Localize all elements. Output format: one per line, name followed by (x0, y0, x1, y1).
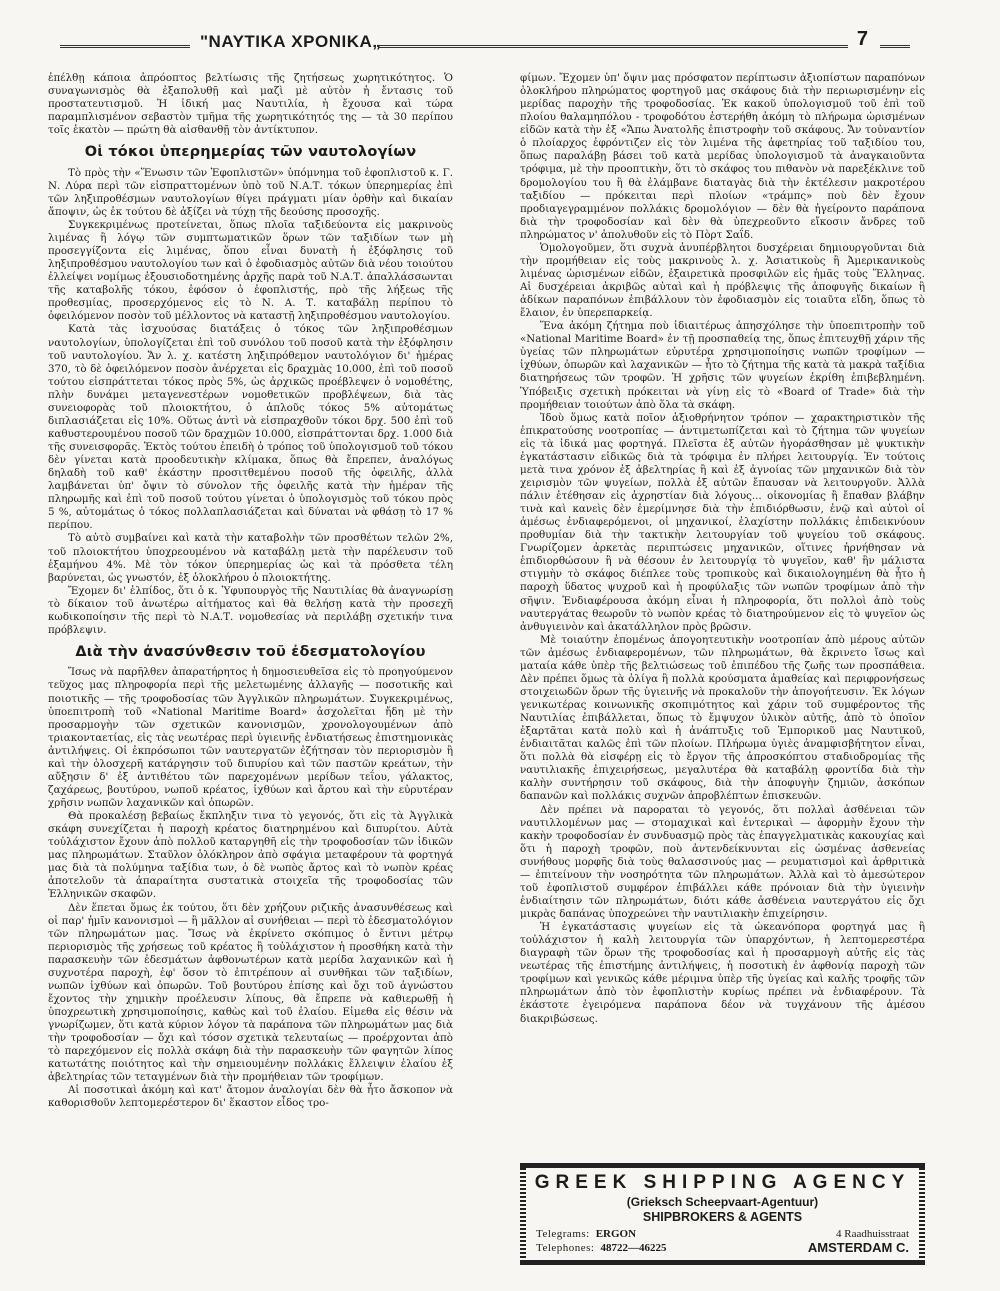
right-column (520, 72, 925, 1157)
paragraph: Τὸ αὐτὸ συμβαίνει καὶ κατὰ τὴν καταβολὴν τῶν προσθέτων τελῶν 2%, τοῦ πλοιοκτήτου ὑποχρεουμένου νὰ καταβάλῃ μετὰ τὴν παρέλευσιν τοῦ ἑξαμήνου 4%. Μὲ τὸν τόκον ὑπερημερίας ὡς καὶ τὰ πρόσθετα τέλη βαρύνεται, ὡς γνωστόν, ἐξ ὁλοκλήρου ὁ πλοιοκτήτης. (48, 532, 453, 584)
paragraph: Αἱ ποσοτικαὶ ἀκόμη καὶ κατ' ἄτομον ἀναλογίαι δὲν θὰ ἦτο ἄσκοπον νὰ καθορισθοῦν λεπτομερέστερον δι' ἕκαστον εἶδος τρο- (48, 1084, 453, 1110)
shipping-agency-advertisement (520, 1163, 925, 1265)
agency-address: 4 Raadhuisstraat (835, 1228, 909, 1240)
paragraph: φίμων. Ἔχομεν ὑπ' ὄψιν μας πρόσφατον περίπτωσιν ἀξιοπίστων παραπόνων ὁλοκλήρου πληρώματος φορτηγοῦ μας σκάφους διὰ τὴν περιωρισμένην εἰς μερίδας παροχὴν τῆς τροφοδοσίας. Ἐκ κακοῦ ὑπολογισμοῦ τοῦ ἐπὶ τοῦ πλοίου θαλαμηπόλου - τροφοδότου ἐστερήθη ἀκόμη τὸ πλήρωμα ὡρισμένων εἰδῶν κατὰ τὴν ἐξ «Ἄπω Ἀνατολῆς ἐπιστροφὴν τοῦ σκάφους. Ἄν τοὐναντίον ὁ πλοίαρχος ἐφρόντιζεν εἰς τὸν λιμένα τῆς ἀφετηρίας τοῦ ταξιδίου του, ὅπως παραλάβῃ βάσει τοῦ κατὰ μερίδας ὑπολογισμοῦ τὰ ἀναγκαιοῦντα τρόφιμα, μὲ τὴν προοπτικὴν, ὅτι τὸ σκάφος του πιθανὸν νὰ παρεξέκλινε τοῦ δρομολογίου του ἢ θὰ ἐλάμβανε διαταγὰς διὰ τὴν ἐκτέλεσιν μακροτέρου ταξιδίου — πρόκειται περὶ πλοίων «τράμπς» ποὺ δὲν ἔχουν προδιαγεγραμμένον πολλάκις δρομολόγιον — δὲν θὰ ἠγείροντο παράπονα διὰ τὴν τροφοδοσίαν καὶ δὲν θὰ ὑπεχρεοῦντο εἴκοσιν ἄνδρες τοῦ πληρώματος ν' ἀπολυθοῦν εἰς τὸ Πὸρτ Σαΐδ. (520, 72, 925, 241)
paragraph: Ἕνα ἀκόμη ζήτημα ποὺ ἰδιαιτέρως ἀπησχόλησε τὴν ὑποεπιτροπὴν τοῦ «National Maritime Board» ἐν τῇ προσπαθείᾳ της, ὅπως ἐπιτευχθῇ χάριν τῆς ὑγείας τῶν πληρωμάτων εὐρυτέρα χρησιμοποίησις νωπῶν τροφίμων — ἰχθύων, ὀπωρῶν καὶ λαχανικῶν — ἦτο τὸ ζήτημα τῆς κατὰ τὰ μακρὰ ταξίδια διατηρήσεως τῶν τροφῶν. Ἡ χρῆσις τῶν ψυγείων ἐκρίθη ἐπιβεβλημένη. Ὑπόβειξις σχετικὴ πρόκειται νὰ γίνῃ εἰς τὸ «Board of Trade» διὰ τὴν προμήθειαν τοιούτων ἀπὸ ὅλα τὰ σκάφη. (520, 320, 925, 411)
telephones-line (536, 1242, 667, 1254)
paragraph: Θὰ προκαλέσῃ βεβαίως ἔκπληξιν τινα τὸ γεγονός, ὅτι εἰς τὰ Ἀγγλικὰ σκάφη συνεχίζεται ἡ παροχὴ κρέατος διατηρημένου καὶ διπυρίτου. Αὐτὰ τοὐλάχιστον ἔχουν ἀπὸ πολλοῦ καταργηθῆ εἰς τὴν τροφοδοσίαν τῶν ἰδικῶν μας πληρωμάτων. Σταῦλον ὁλόκληρον ἀπὸ σφάγια μεταφέρουν τὰ φορτηγά μας διὰ τὰ πολύμηνα ταξίδια των, ὁ δὲ νωπὸς ἄρτος καὶ τὸ νωπὸν κρέας ἀποτελοῦν τὰ ἀπαραίτητα συστατικὰ στοιχεῖα τῆς τροφοδοσίας τῶν Ἑλληνικῶν σκαφῶν. (48, 810, 453, 901)
intro-paragraph: ἐπέλθῃ κάποια ἀπρόοπτος βελτίωσις τῆς ζητήσεως χωρητικότητος. Ὁ συναγωνισμὸς θὰ ἐξαπολυθῇ καὶ μαζὶ μὲ αὐτὸν ἡ ἔντασις τοῦ προστατευτισμοῦ. Ἡ ἰδική μας Ναυτιλία, ἡ ἔχουσα καὶ τώρα παραμπλισμένον σεβαστὸν τμῆμα τῆς χωρητικότητός της — τὰ 30 περίπου τοῖς ἑκατὸν — πρώτη θὰ αἰσθανθῇ τὸν ἀντίκτυπον. (48, 72, 453, 137)
magazine-title: "ΝΑΥΤΙΚΑ ΧΡΟΝΙΚΑ„ (200, 32, 382, 51)
agency-city: AMSTERDAM C. (807, 1240, 909, 1255)
telegrams-label: Telegrams: (536, 1228, 590, 1240)
left-column (48, 72, 453, 1262)
telegrams-line (536, 1228, 636, 1240)
telegrams-value: ERGON (595, 1228, 637, 1240)
section-heading-menu: Διὰ τὴν ἀνασύνθεσιν τοῦ ἐδεσματολογίου (75, 643, 426, 660)
agency-subtitle: (Grieksch Scheepvaart-Agentuur) (626, 1195, 819, 1209)
paragraph: Τὸ πρὸς τὴν «Ἕνωσιν τῶν Ἐφοπλιστῶν» ὑπόμνημα τοῦ ἐφοπλιστοῦ κ. Γ. Ν. Λύρα περὶ τῶν εἰσπραττομένων ὑπὸ τοῦ Ν.Α.Τ. τόκων ὑπερημερίας ἐπὶ τῶν ληξιπροθέσμων ναυτολογίων θίγει πράγματι μίαν ὀρθὴν καὶ δικαίαν ἄποψιν, ὡς ἐκ τούτου δὲ ἀξίζει νὰ τύχῃ τῆς δεούσης προσοχῆς. (48, 166, 453, 218)
agency-role: SHIPBROKERS & AGENTS (642, 1210, 803, 1224)
paragraph: Συγκεκριμένως προτείνεται, ὅπως πλοῖα ταξιδεύοντα εἰς μακρινοὺς λιμένας ἢ λόγῳ τῶν συμπτωματικῶν ὅρων τῶν ταξιδίων των μὴ προσεγγίζοντα εἰς λιμένας, ὅπου εἶναι δυνατὴ ἡ ἐξόφλησις τοῦ ληξιπροθέσμου ναυτολογίου των καὶ ὁ ἐφοδιασμὸς αὐτῶν διὰ νέου τοιούτου ἐλλείψει νομίμως ἐξουσιοδοτημένης ἀρχῆς παρὰ τοῦ Ν.Α.Τ. ἀπαλλάσσωνται τῆς καταβολῆς τόκου, ἐφόσον ὁ ἐφοπλιστής, πρὸ τῆς λήξεως τῆς προθεσμίας, προσερχόμενος εἰς τὸ Ν. Α. Τ. καταβάλῃ περίπου τὸ ὀφειλόμενον ποσὸν τοῦ μέλλοντος νὰ καταστῇ ληξιπροθέσμου ναυτολογίου. (48, 218, 453, 323)
paragraph: Ἡ ἐγκατάστασις ψυγείων εἰς τὰ ὠκεανόπορα φορτηγά μας ἢ τοὐλάχιστον ἡ καλὴ λειτουργία τῶν ὑπαρχόντων, ἡ λεπτομερεστέρα διαγραφὴ τῶν ὅρων τῆς τροφοδοσίας καὶ ἡ προσαρμογὴ αὐτῆς εἰς τὰς νεωτέρας τῆς ἐπιστήμης ἀντιλήψεις, ἡ ποσοτικὴ ἐν ἀφθονίᾳ παροχὴ τῶν τροφίμων καὶ γενικῶς κάθε μέριμνα ὑπὲρ τῆς ὑγείας καὶ καλῆς τροφῆς τῶν πληρωμάτων ἀπὸ τὸν ἐφοπλιστὴν κυρίως πρέπει νὰ ἐνδιαφέρουν. Τὰ ἑκάστοτε ἐγειρόμενα παράπονα δέον νὰ τυγχάνουν τῆς ἀμέσου διακριβώσεως. (520, 921, 925, 1025)
agency-name: GREEK SHIPPING AGENCY (534, 1172, 911, 1193)
paragraph: Ὁμολογοῦμεν, ὅτι συχνὰ ἀνυπέρβλητοι δυσχέρειαι δημιουργοῦνται διὰ τὴν προμήθειαν εἰς τοὺς μακρινοὺς λ. χ. Ἀσιατικοὺς ἢ Ἀμερικανικοὺς λιμένας ὡρισμένων εἰδῶν, ἐξαιρετικὰ προσφιλῶν εἰς ἡμᾶς τοὺς Ἕλληνας. Αἱ δυσχέρειαι ἀκριβῶς αὐταὶ καὶ ἡ πρόβλεψις τῆς ἀποφυγῆς δικαίων ἢ ἀδίκων παραπόνων ἐπιβάλλουν τὸν ἐφοδιασμὸν εἰς τοιαῦτα εἴδη, ὅπως τὸ ἔλαιον, ἐν ὑπερεπαρκείᾳ. (520, 241, 925, 320)
header-rule-left (60, 45, 190, 48)
paragraph: Ἴσως νὰ παρῆλθεν ἀπαρατήρητος ἡ δημοσιευθεῖσα εἰς τὸ προηγούμενον τεῦχος μας πληροφορία περὶ τῆς μελετωμένης ἀλλαγῆς — ποσοτικῆς καὶ ποιοτικῆς — τῆς τροφοδοσίας τῶν Ἀγγλικῶν πληρωμάτων. Συγκεκριμένως, ὑποεπιτροπὴ τοῦ «National Maritime Board» ἀσχολεῖται ἤδη μὲ τὴν προσαρμογὴν τῶν σχετικῶν κανονισμῶν, χρονολογουμένων ἀπὸ τριακονταετίας, εἰς τὰς νεωτέρας περὶ ὑγιεινῆς ἐνδιατήσεως ἐπιστημονικὰς ἀντιλήψεις. Οἱ ἐκπρόσωποι τῶν ναυτεργατῶν ἐζήτησαν τὸν περιορισμὸν ἢ καὶ τὴν ὁλοσχερῆ κατάργησιν τοῦ διπυρίου καὶ τῶν παστῶν κρεάτων, τὴν αὔξησιν δ' ἐξ ἀντιθέτου τῶν παρεχομένων μερίδων τεΐου, γάλακτος, ζαχάρεως, βουτύρου, νωποῦ κρέατος, ἰχθύων καὶ ἄρτου καὶ τὴν εὐρυτέραν χρῆσιν νωπῶν λαχανικῶν καὶ ὀπωρῶν. (48, 666, 453, 809)
section-heading-interest: Οἱ τόκοι ὑπερημερίας τῶν ναυτολογίων (84, 144, 417, 161)
header-rule-right (378, 45, 848, 48)
paragraph: Ἔχομεν δι' ἐλπίδος, ὅτι ὁ κ. Ὑφυπουργὸς τῆς Ναυτιλίας θὰ ἀναγνωρίσῃ τὸ δίκαιον τοῦ ἀνωτέρω αἰτήματος καὶ θὰ θελήσῃ κατὰ τὴν προσεχῆ κωδικοποίησιν τῆς περὶ τὸ Ν.Α.Τ. νομοθεσίας νὰ περιλάβῃ σχετικήν τινα πρόβλεψιν. (48, 584, 453, 636)
telephones-value: 48722—46225 (600, 1242, 667, 1254)
page-header (60, 30, 910, 64)
paragraph: Ἰδοὺ ὅμως κατὰ ποῖον ἀξιοθρήνητον τρόπον — χαρακτηριστικὸν τῆς ἐπικρατούσης νοοτροπίας — ἀντιμετωπίζεται καὶ τὸ ζήτημα τῶν ψυγείων εἰς τὰ ἰδικά μας φορτηγά. Πλεῖστα ἐξ αὐτῶν ἠγοράσθησαν μὲ ψυκτικὴν ἐγκατάστασιν εἰδικῶς διὰ τὰ τρόφιμα ἐν πλήρει λειτουργίᾳ. Ἐν τούτοις μετὰ τινα χρόνον ἐξ ἀβελτηρίας ἢ καὶ ἐξ ἀγνοίας τῶν μηχανικῶν διὰ τὸν χειρισμὸν τῶν ψυγείων, πολλὰ ἐξ αὐτῶν ἔπαυσαν νὰ λειτουργοῦν. Ἀλλὰ πάλιν ἐτέθησαν εἰς ἀχρηστίαν διὰ λόγους... οἰκονομίας ἢ ἔπαθαν βλάβην τινὰ καὶ κανεὶς δὲν ἐμερίμνησε διὰ τὴν ἐπιδιόρθωσιν, ἐνῷ καὶ αὐτοὶ οἱ ἀμέσως ἐνδιαφερόμενοι, οἱ μηχανικοί, ἐλαχίστην πολλάκις ἐπιδεικνύουν προθυμίαν διὰ τὴν τακτικὴν λειτουργίαν τοῦ ψυγείου τοῦ σκάφους. Γνωρίζομεν ἀρκετὰς περιπτώσεις μηχανικῶν, οἵτινες ἠρνήθησαν νὰ ἐπιδιορθώσουν ἢ νὰ θέσουν ἐν λειτουργίᾳ τὸ ψυγεῖον, καθ' ἣν μάλιστα στιγμὴν τὸ σκάφος διέπλεε τοὺς τροπικοὺς καὶ δικαιολογημένη θὰ ἦτο ἡ παροχὴ ὕδατος ψυχροῦ καὶ ἡ προφύλαξις τῶν νωπῶν τροφίμων ἀπὸ τὴν σῆψιν. Ἐνδιαφέρουσα ἀκόμη εἶναι ἡ πληροφορία, ὅτι πολλοὶ ἀπὸ τοὺς ναυτεργάτας θεωροῦν τὸ νωπὸν κρέας τὸ διατηρούμενον εἰς τὸ ψυγεῖον ὡς ἀνθυγιεινὸν καὶ ἀκατάλληλον πρὸς βρῶσιν. (520, 411, 925, 633)
telephones-label: Telephones: (536, 1242, 595, 1254)
page-number: 7 (856, 28, 868, 50)
header-rule-end (880, 45, 910, 48)
paragraph: Δὲν πρέπει νὰ παροραται τὸ γεγονός, ὅτι πολλαὶ ἀσθένειαι τῶν ναυτιλλομένων μας — στομαχικαὶ καὶ ἐντερικαὶ — ἀφορμὴν ἔχουν τὴν κακὴν τροφοδοσίαν ἐν συνδυασμῷ πρὸς τὰς ἐπαγγελματικὰς κακουχίας καὶ ὅτι ἡ παροχὴ τροφῶν, ποὺ ἀντενδείκνυνται εἰς ὡσμένας ἀσθενείας συνήθους μορφῆς διὰ τοὺς θαλασσινούς μας — ρευματισμοὶ καὶ ἀρθριτικὰ — ἐπιτείνουν τὴν νοσηρότητα τῶν πληρωμάτων. Ἀλλὰ καὶ τὸ ἀμεσώτερον τοῦ ἐφοπλιστοῦ συμφέρον ἐπιβάλλει κάθε πρόνοιαν διὰ τὴν ὑγιεινὴν ἐνδιαίτησιν τῶν πληρωμάτων, διότι κάθε ἀσθένεια ναυτεργάτου εἰς ὄχι μικρὰς δαπάνας ὑποχρεώνει τὴν ναυτιλιακὴν ἐπιχείρησιν. (520, 803, 925, 920)
paragraph: Κατὰ τὰς ἰσχυούσας διατάξεις ὁ τόκος τῶν ληξιπροθέσμων ναυτολογίων, ὑπολογίζεται ἐπὶ τοῦ συνόλου τοῦ ποσοῦ κατὰ τὴν ἐξόφλησιν τοῦ ναυτολογίου. Ἄν λ. χ. κατέστη ληξιπρόθεμον ναυτολόγιον δι' ἡμέρας 370, τὸ δὲ ὀφειλόμενον ποσὸν ἀνέρχεται εἰς δραχμὰς 10.000, ἐπὶ τοῦ ποσοῦ τούτου εἰσπράττεται τόκος πρὸς 5%, ὡς ἀρχικῶς προέβλεψεν ὁ νομοθέτης, πλὴν δυνάμει μεταγενεστέρων νομοθετικῶν προβλέψεων, διὰ τὰς συνειοφορὰς τοῦ πλοιοκτήτου, ὁ ἁπλοῦς τόκος 5% αὐτομάτως διπλασιάζεται εἰς 10%. Οὕτως ἀντὶ νὰ εἰσπραχθοῦν τόκοι δρχ. 500 ἐπὶ τοῦ καθυστερουμένου ποσοῦ τῶν δραχμῶν 10.000, εἰσπράττονται δρχ. 1.000 διὰ τῆς συνεισφορᾶς. Ἐκτὸς τούτου ἐπειδὴ ὁ τρόπος τοῦ ὑπολογισμοῦ τοῦ τόκου δὲν γίνεται κατὰ προοδευτικὴν κλίμακα, ὅπως θὰ ἔπρεπεν, ἀναλόγως δηλαδὴ τοῦ καθ' ἑκάστην προσιτθεμένου ποσοῦ τῆς ὀφειλῆς, ἀλλὰ λαμβάνεται ὑπ' ὄψιν τὸ σύνολον τῆς ὀφειλῆς κατὰ τὴν ἡμέραν τῆς πληρωμῆς καὶ ἐπὶ τοῦ ποσοῦ τούτου γίνεται ὁ ὑπολογισμὸς τοῦ τόκου πρὸς 5 %, αὐτομάτως ὁ τόκος πολλαπλασιάζεται καὶ δύναται νὰ φθάσῃ τὸ 17 % περίπου. (48, 323, 453, 532)
paragraph: Μὲ τοιαύτην ἐπομένως ἀπογοητευτικὴν νοοτροπίαν ἀπὸ μέρους αὐτῶν τῶν ἀμέσως ἐνδιαφερομένων, τῶν πληρωμάτων, θὰ ἔκρινετο ἴσως καὶ ματαία κάθε ὑπὲρ τῆς βελτιώσεως τοῦ ἐπιπέδου τῆς ζωῆς των προσπάθεια. Δὲν πρέπει ὅμως τὰ ὀλίγα ἢ πολλὰ κρούσματα ἀμαθείας καὶ περιφρονήσεως στοιχειωδῶν ὅρων τῆς ὑγιεινῆς νὰ προκαλοῦν τὴν ἀπογοήτευσιν. Ἐκ λόγων γενικωτέρας κοινωνικῆς σκοπιμότητος καὶ χάριν τοῦ συμφέροντος τῆς Ναυτιλίας ἐπιβάλλεται, ὅπως τὸ ἔμψυχον ὑλικὸν αὐτῆς, ἀπὸ τὸ ὁποῖον ἐξαρτᾶται κατὰ πολὺ καὶ ἡ ἀνάπτυξις τοῦ Ἐμπορικοῦ μας Ναυτικοῦ, ἐνδιαιτᾶται καλῶς ἐπὶ τῶν πλοίων. Πλήρωμα ὑγιὲς ἀναμφισβήτητον εἶναι, ὅτι πολλὰ θὰ εἰσφέρῃ εἰς τὸ ἔργον τῆς ἀπροσκόπτου σταδιοδρομίας τῆς ναυτιλιακῆς ἐπιχειρήσεως, μεγαλυτέρα θὰ καταβάλῃ φροντίδα διὰ τὴν καλὴν συντήρησιν τοῦ σκάφους, διὰ τὴν ἀποφυγὴν ζημιῶν, ἀσκόπων δαπανῶν καὶ πολλάκις συχνῶν ἀπροβλέπτων ἐπισκευῶν. (520, 633, 925, 803)
paragraph: Δὲν ἕπεται ὅμως ἐκ τούτου, ὅτι δὲν χρήζουν ριζικῆς ἀνασυνθέσεως καὶ οἱ παρ' ἡμῖν κανονισμοὶ — ἢ μᾶλλον αἱ συνήθειαι — περὶ τὸ ἐδεσματολόγιον τῶν πληρωμάτων μας. Ἴσως νὰ ἐκρίνετο σκόπιμος ὁ ἔντινι μέτρῳ περιορισμὸς τῆς χρήσεως τοῦ κρέατος ἢ τοὐλάχιστον ἡ προσθήκη κατὰ τὴν παρασκευὴν τῶν ἐδεσμάτων ἀφθονωτέρων κατὰ μερίδα λαχανικῶν καὶ ἡ συχνοτέρα παροχὴ, ἐφ' ὅσον τὸ ἐπιτρέπουν αἱ συνθῆκαι τῶν ταξιδίων, νωπῶν ἰχθύων καὶ ὀπωρῶν. Τοῦ βουτύρου ἐπίσης καὶ ὄχι τοῦ ἀγνώστου ἔχοντος τὴν χημικὴν προέλευσιν λίπους, θὰ ἔπρεπε νὰ καθιερωθῇ ἡ ὑποχρεωτικὴ χρησιμοποίησις, καθὼς καὶ τοῦ ἐλαίου. Εἰμεθα εἰς θέσιν νὰ γνωρίζωμεν, ὅτι κατὰ κύριον λόγον τὰ παράπονα τῶν πληρωμάτων μας διὰ τὴν τροφοδοσίαν — ὄχι καὶ τόσον σχετικὰ τελευταίως — προέρχονται ἀπὸ τὸ παρεχόμενον εἰς πολλὰ σκάφη διὰ τὴν παρασκευὴν τῶν φαγητῶν λίπος κατωτάτης ποιότητος καὶ τὴν σημειουμένην πολλάκις ἔλλειψιν ἐλαίου ἐξ ἀβελτηρίας τῶν τεταγμένων διὰ τὴν προμήθειαν τῶν τροφίμων. (48, 901, 453, 1084)
